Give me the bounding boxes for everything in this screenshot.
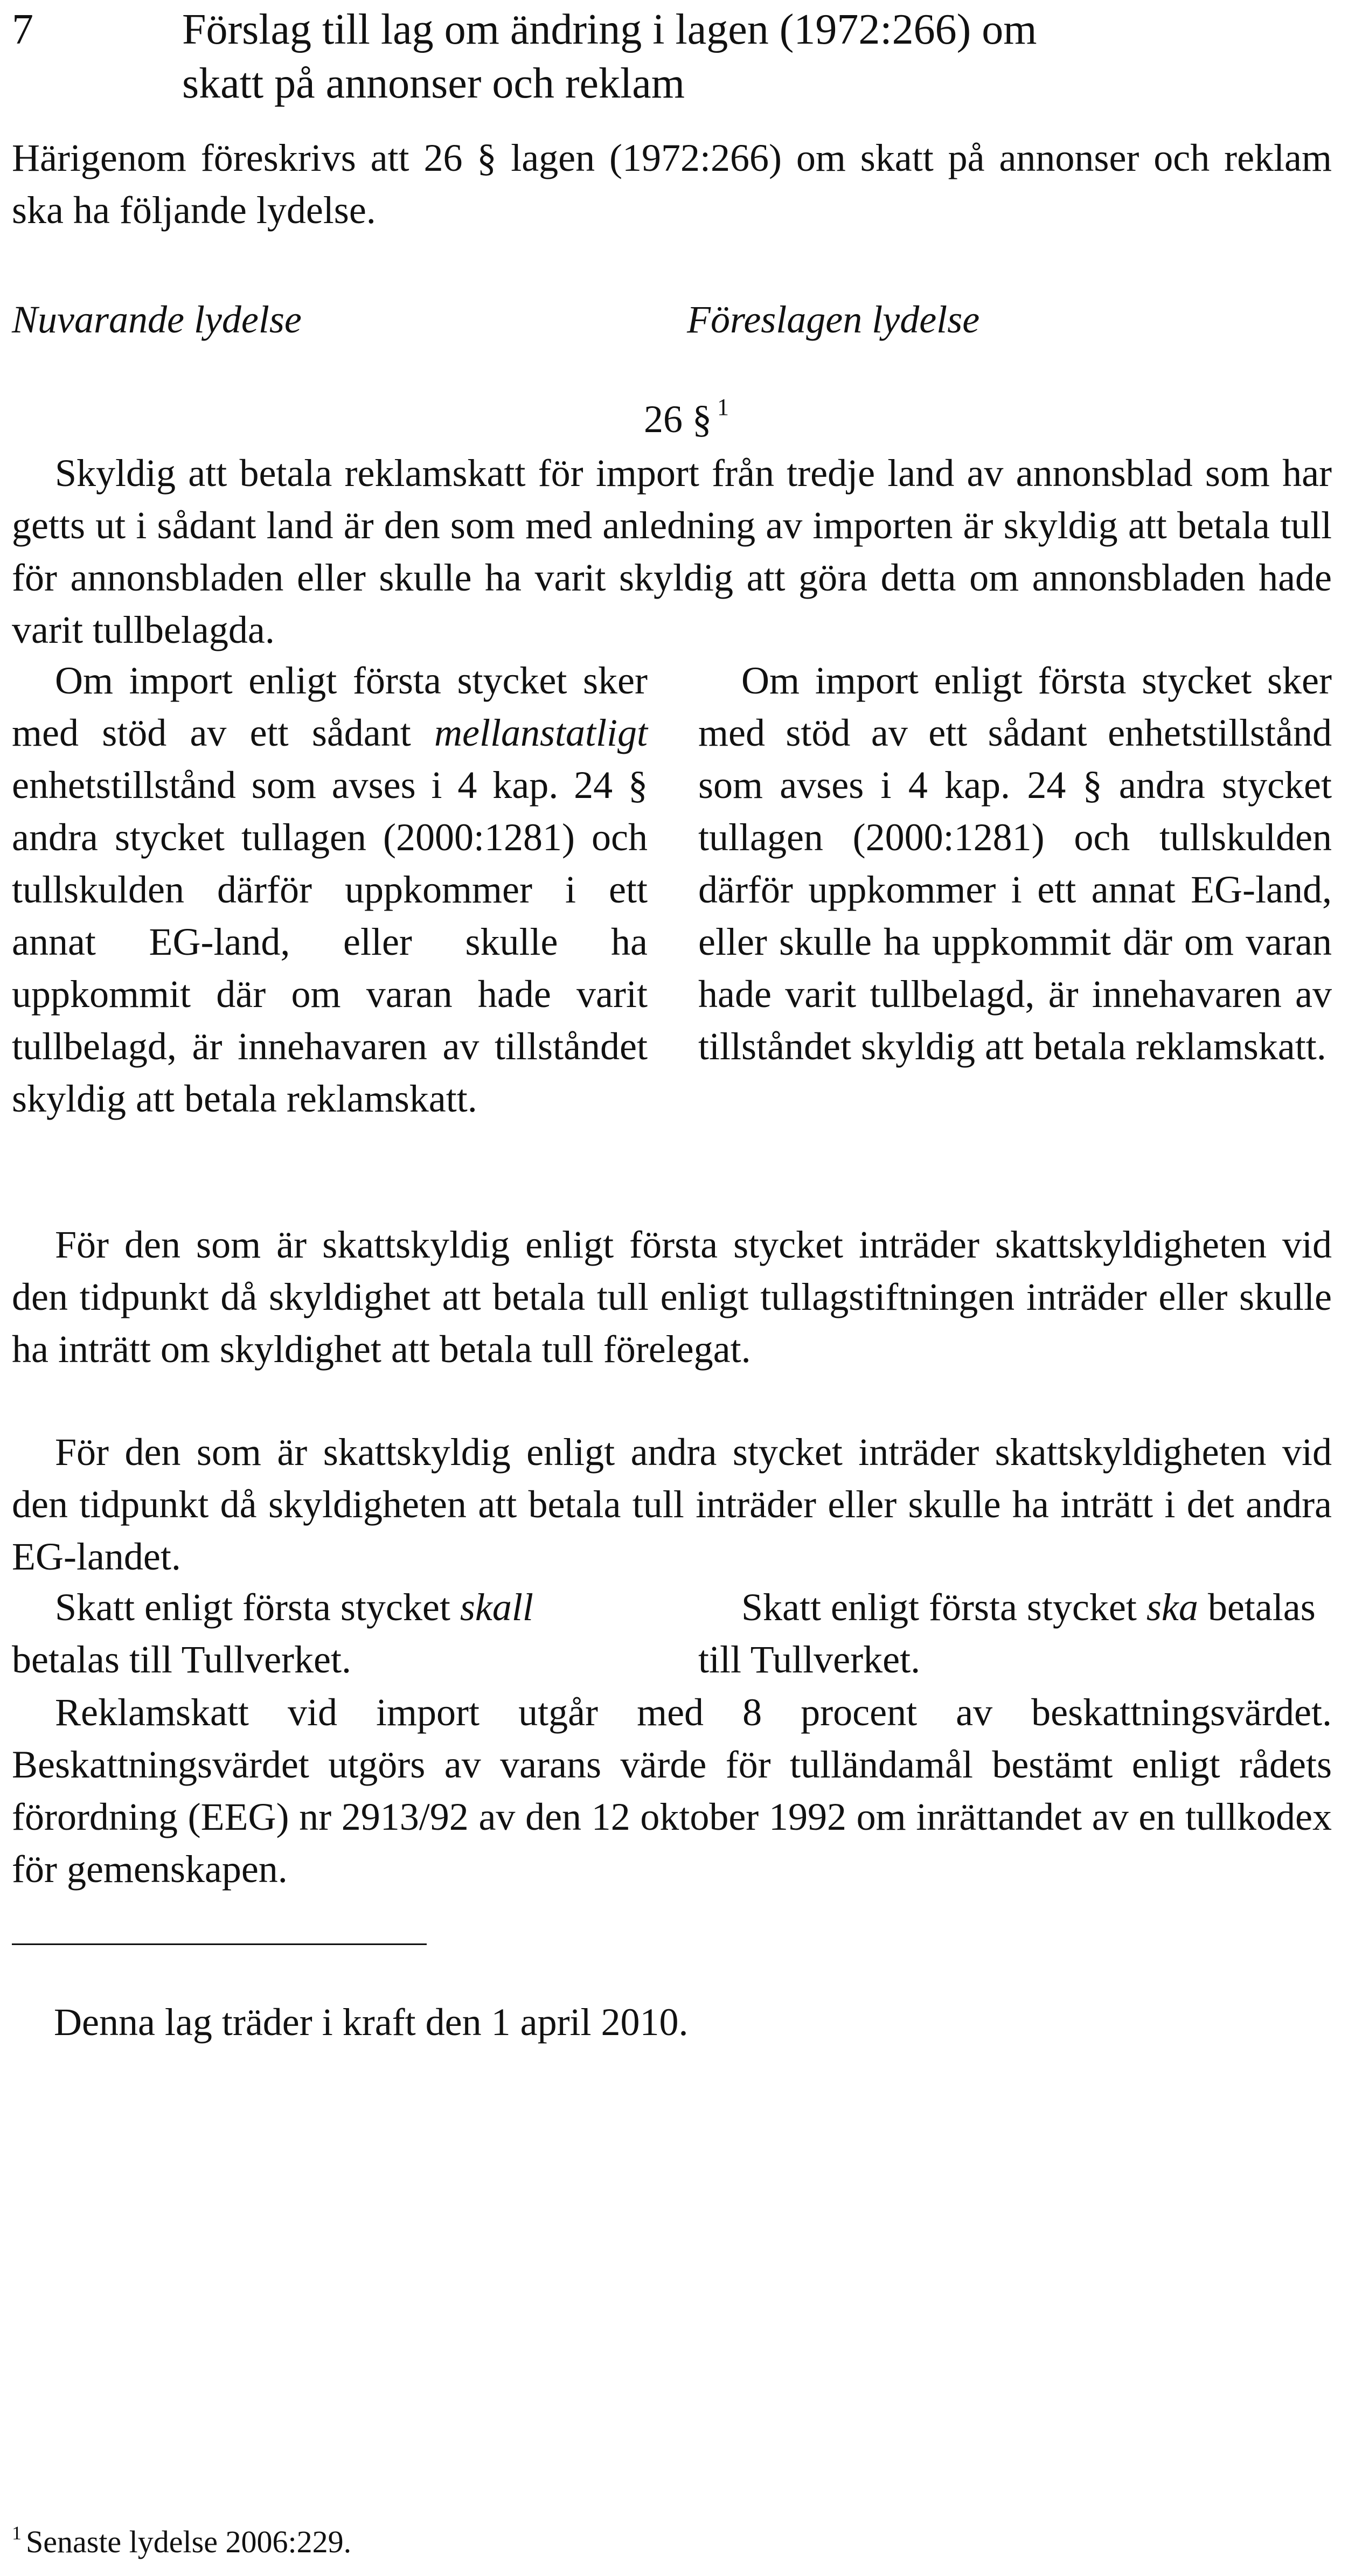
paragraph-heading (644, 393, 729, 446)
current-p5-text-after: betalas till Tullverket. (12, 1638, 351, 1681)
footnote-number: 1 (12, 2522, 22, 2544)
footnote-reference: 1 (717, 394, 729, 420)
entry-into-force: Denna lag träder i kraft den 1 april 2010. (54, 2001, 689, 2044)
current-paragraph-5 (12, 1581, 648, 1686)
current-p2-text-after: enhetstillstånd som avses i 4 kap. 24 § andra stycket tullagen (2000:1281) och tullskulden därför uppkommer i ett annat EG-land, eller skulle ha uppkommit där om varan hade varit tullbelagd, är innehavaren av tillståndet skyldig att betala reklamskatt. (12, 763, 648, 1120)
section-number: 7 (12, 6, 33, 53)
current-p5-italic-word: skall (460, 1586, 533, 1629)
proposed-paragraph-2: Om import enligt första stycket sker med stöd av ett sådant enhetstillstånd som avses i 4 kap. 24 § andra stycket tullagen (2000:1281) och tullskulden därför uppkommer i ett annat EG-land, eller skulle ha uppkommit där om varan hade varit tullbelagd, är innehavaren av tillståndet skyldig att betala reklamskatt. (698, 659, 1332, 1068)
proposed-wording-heading: Föreslagen lydelse (687, 298, 980, 341)
current-paragraph-2 (12, 655, 648, 1125)
footnote (12, 2521, 351, 2564)
section-title (182, 3, 1314, 110)
proposed-p5-italic-word: ska (1146, 1586, 1198, 1629)
current-p5-text-before: Skatt enligt första stycket (55, 1586, 450, 1629)
paragraph-6: Reklamskatt vid import utgår med 8 procent av beskattningsvärdet. Beskattningsvärdet utgörs av varans värde för tulländamål bestämt enligt rådets förordning (EEG) nr 2913/92 av den 12 oktober 1992 om inrättandet av en tullkodex för gemenskapen. (12, 1691, 1332, 1891)
current-p2-text-before: Om import enligt första stycket sker med stöd av ett sådant (12, 659, 648, 754)
intro-paragraph: Härigenom föreskrivs att 26 § lagen (1972:266) om skatt på annonser och reklam ska ha följande lydelse. (12, 136, 1332, 232)
current-p2-italic-word: mellanstatligt (434, 711, 648, 754)
footnote-text: Senaste lydelse 2006:229. (26, 2524, 352, 2559)
divider-rule (12, 1943, 427, 1945)
paragraph-1: Skyldig att betala reklamskatt för import från tredje land av annonsblad som har getts ut i sådant land är den som med anledning av importen är skyldig att betala tull för annonsbladen eller skulle ha varit skyldig att göra detta om annonsbladen hade varit tullbelagda. (12, 452, 1332, 651)
paragraph-label: 26 § (644, 398, 712, 441)
proposed-p5-text-before: Skatt enligt första stycket (741, 1586, 1137, 1629)
section-title-line-2: skatt på annonser och reklam (182, 60, 685, 107)
proposed-p5-text-after: betalas till Tullverket. (698, 1586, 1316, 1681)
proposed-paragraph-5 (698, 1581, 1332, 1686)
current-wording-heading: Nuvarande lydelse (12, 298, 302, 341)
section-title-line-1: Förslag till lag om ändring i lagen (1972:266) om (182, 6, 1037, 53)
paragraph-4: För den som är skattskyldig enligt andra stycket inträder skattskyldigheten vid den tidpunkt då skyldigheten att betala tull inträder eller skulle ha inträtt i det andra EG-landet. (12, 1431, 1332, 1578)
paragraph-3: För den som är skattskyldig enligt första stycket inträder skattskyldigheten vid den tidpunkt då skyldighet att betala tull enligt tullagstiftningen inträder eller skulle ha inträtt om skyldighet att betala tull förelegat. (12, 1223, 1332, 1371)
